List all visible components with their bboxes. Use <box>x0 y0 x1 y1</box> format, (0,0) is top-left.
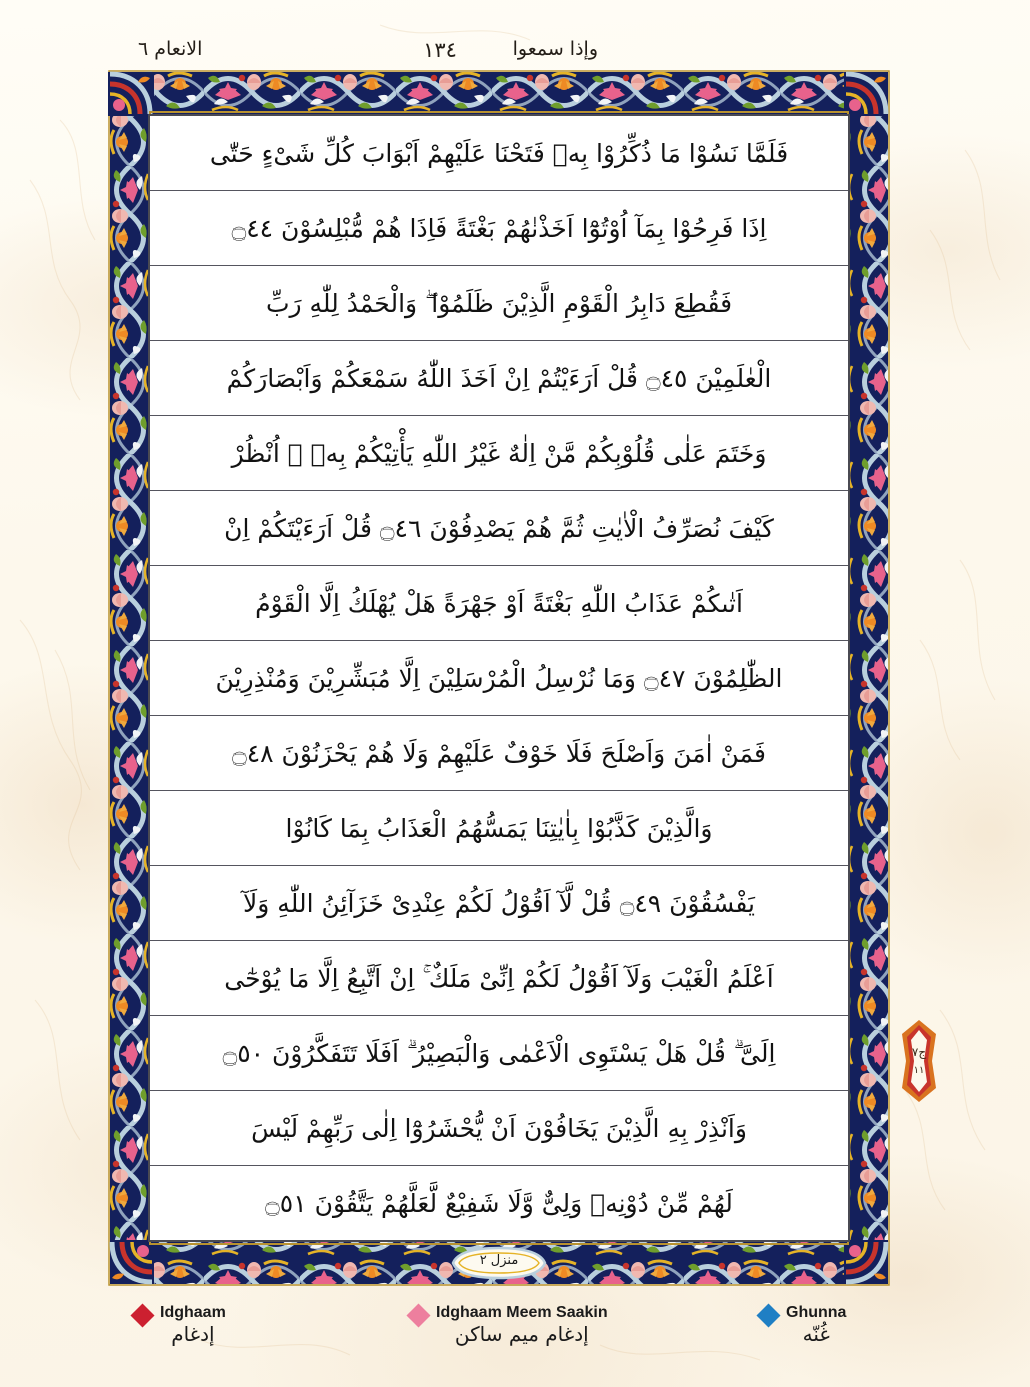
idghaam-meem-saakin-diamond-icon <box>406 1303 430 1327</box>
legend-label-en: Idghaam Meem Saakin <box>436 1304 608 1321</box>
surah-name-label: الانعام ٦ <box>138 38 203 60</box>
ayah-line <box>150 716 848 791</box>
ayah-text: الظّٰلِمُوْنَ ۝٤٧ وَمَا نُرْسِلُ الْمُرْسَلِيْنَ اِلَّا مُبَشِّرِيْنَ وَمُنْذِرِيْنَ <box>215 663 783 693</box>
ayah-line <box>150 116 848 191</box>
ayah-text: اَتٰىكُمْ عَذَابُ اللّٰهِ بَغْتَةً اَوْ جَهْرَةً هَلْ يُهْلَكُ اِلَّا الْقَوْمُ <box>255 588 743 618</box>
legend-item-idghaam <box>134 1304 226 1345</box>
ayah-line <box>150 941 848 1016</box>
ayah-text: الْعٰلَمِيْنَ ۝٤٥ قُلْ اَرَءَيْتُمْ اِنْ اَخَذَ اللّٰهُ سَمْعَكُمْ وَاَبْصَارَكُمْ <box>226 363 772 393</box>
ayah-text: اِلَىَّ ۗ قُلْ هَلْ يَسْتَوِى الْاَعْمٰى وَالْبَصِيْرُ ۗ اَفَلَا تَتَفَكَّرُوْنَ ۝٥٠ <box>222 1038 776 1068</box>
ayah-text: كَيْفَ نُصَرِّفُ الْاٰيٰتِ ثُمَّ هُمْ يَصْدِفُوْنَ ۝٤٦ قُلْ اَرَءَيْتَكُمْ اِنْ <box>224 513 774 543</box>
ghunna-diamond-icon <box>756 1303 780 1327</box>
ayah-text: وَخَتَمَ عَلٰى قُلُوْبِكُمْ مَّنْ اِلٰهٌ غَيْرُ اللّٰهِ يَأْتِيْكُمْ بِهٖ ۗ اُنْظُرْ <box>231 438 767 468</box>
ayah-text: فَقُطِعَ دَابِرُ الْقَوْمِ الَّذِيْنَ ظَلَمُوْا ۖ وَالْحَمْدُ لِلّٰهِ رَبِّ <box>265 288 733 318</box>
ayah-text: فَلَمَّا نَسُوْا مَا ذُكِّرُوْا بِهٖ فَتَحْنَا عَلَيْهِمْ اَبْوَابَ كُلِّ شَىْءٍ حَتّٰى <box>209 138 789 168</box>
ayah-line <box>150 1016 848 1091</box>
ayah-line <box>150 266 848 341</box>
ayah-text: وَاَنْذِرْ بِهِ الَّذِيْنَ يَخَافُوْنَ اَنْ يُّحْشَرُوْٓا اِلٰى رَبِّهِمْ لَيْسَ <box>251 1113 747 1143</box>
ayah-line <box>150 416 848 491</box>
ayah-line <box>150 1166 848 1240</box>
ayah-line <box>150 866 848 941</box>
ayah-line <box>150 641 848 716</box>
page-number: ١٣٤ <box>423 38 457 62</box>
legend-label-en: Ghunna <box>786 1304 847 1321</box>
ayah-text: لَهُمْ مِّنْ دُوْنِهٖ وَلِىٌّ وَّلَا شَفِيْعٌ لَّعَلَّهُمْ يَتَّقُوْنَ ۝٥١ <box>265 1188 733 1218</box>
ayah-line <box>150 341 848 416</box>
hizb-medallion <box>892 1018 946 1104</box>
ayah-text: اِذَا فَرِحُوْا بِمَآ اُوْتُوْٓا اَخَذْنٰهُمْ بَغْتَةً فَاِذَا هُمْ مُّبْلِسُوْنَ ۝٤٤ <box>231 213 767 243</box>
page-header <box>0 36 1030 72</box>
manzil-label: منزل ٢ <box>479 1253 519 1268</box>
ayah-line <box>150 791 848 866</box>
ayah-panel <box>148 114 850 1242</box>
svg-text:١١: ١١ <box>913 1065 925 1076</box>
idghaam-diamond-icon <box>130 1303 154 1327</box>
ayah-text: يَفْسُقُوْنَ ۝٤٩ قُلْ لَّآ اَقُوْلُ لَكُمْ عِنْدِىْ خَزَآئِنُ اللّٰهِ وَلَآ <box>243 888 755 918</box>
legend-label-ar: إدغام ميم ساكن <box>454 1321 589 1346</box>
ayah-text: وَالَّذِيْنَ كَذَّبُوْا بِاٰيٰتِنَا يَمَسُّهُمُ الْعَذَابُ بِمَا كَانُوْا <box>285 813 713 843</box>
svg-text:ج٧: ج٧ <box>911 1045 927 1059</box>
ayah-line <box>150 191 848 266</box>
ayah-line <box>150 491 848 566</box>
legend-item-idghaam-meem-saakin <box>410 1304 608 1345</box>
ayah-text: اَعْلَمُ الْغَيْبَ وَلَآ اَقُوْلُ لَكُمْ اِنِّىْ مَلَكٌ ۚ اِنْ اَتَّبِعُ اِلَّا مَا يُوْحٰٓى <box>224 963 774 993</box>
ayah-text: فَمَنْ اٰمَنَ وَاَصْلَحَ فَلَا خَوْفٌ عَلَيْهِمْ وَلَا هُمْ يَحْزَنُوْنَ ۝٤٨ <box>232 738 766 768</box>
legend-item-ghunna <box>760 1304 846 1345</box>
legend-label-ar: إدغام <box>171 1321 215 1346</box>
legend-label-ar: غُنّه <box>802 1321 830 1346</box>
ayah-line <box>150 566 848 641</box>
tajweed-legend <box>0 1300 1030 1362</box>
juz-label: وإذا سمعوا <box>512 38 598 60</box>
legend-label-en: Idghaam <box>160 1304 226 1321</box>
ayah-line <box>150 1091 848 1166</box>
illuminated-frame <box>108 70 890 1286</box>
